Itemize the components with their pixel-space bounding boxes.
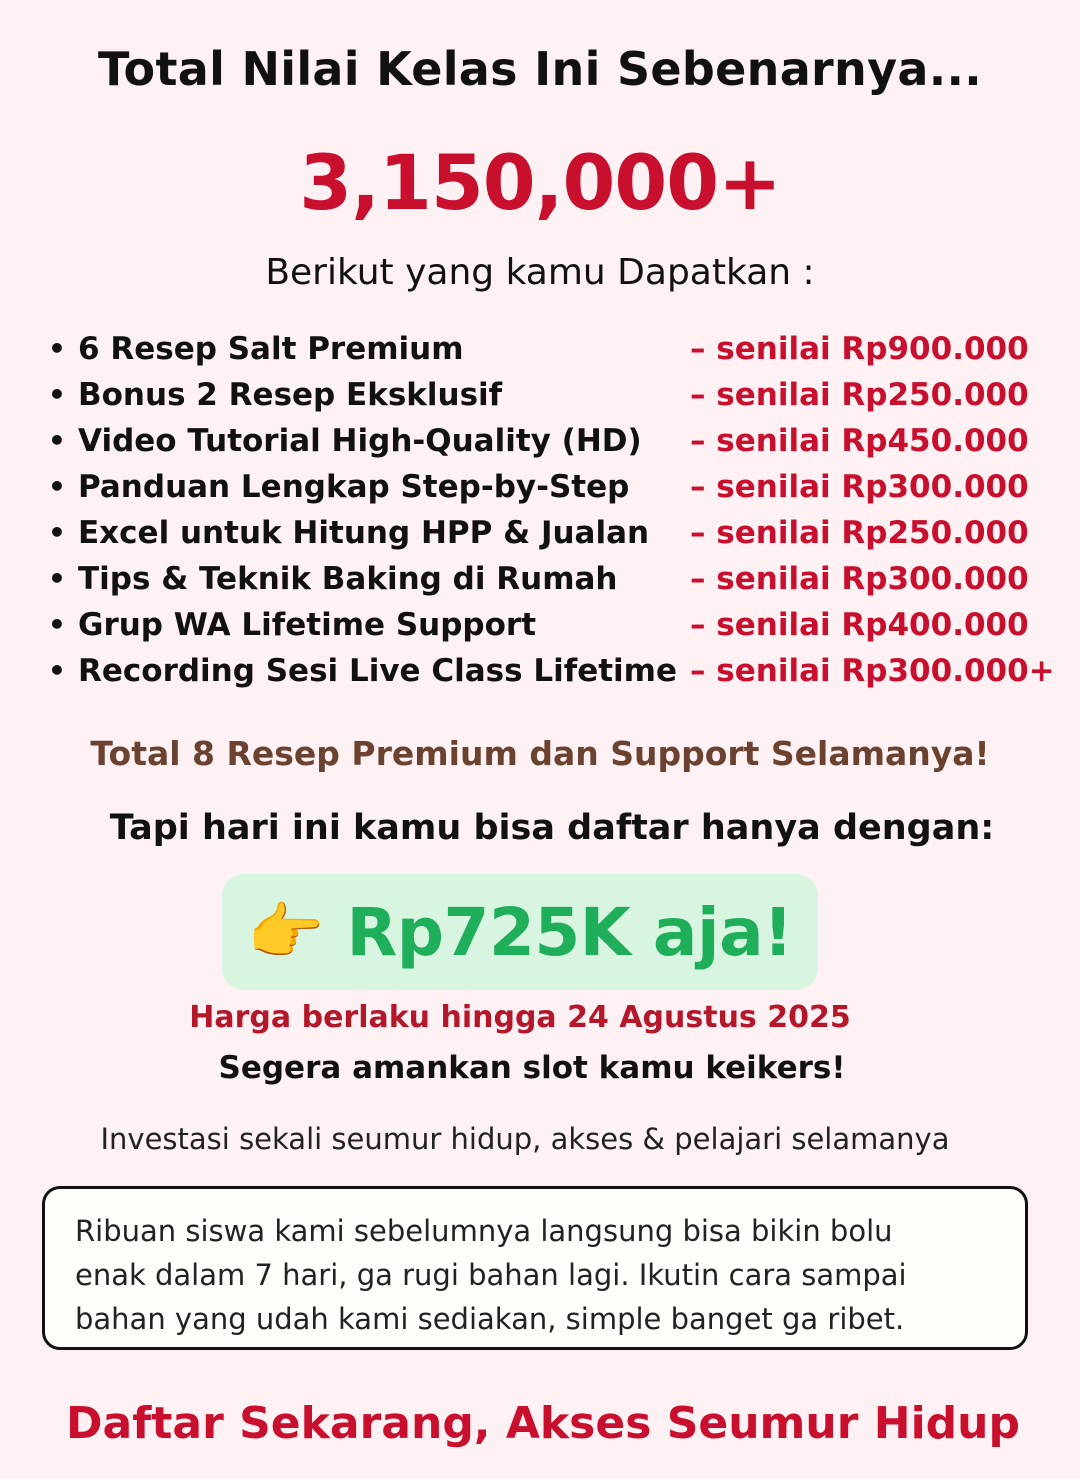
list-item (48, 648, 1068, 694)
testimonial-line: Ribuan siswa kami sebelumnya langsung bisa bikin bolu (75, 1214, 893, 1248)
benefit-name: Tips & Teknik Baking di Rumah (78, 561, 618, 597)
investment-note: Investasi sekali seumur hidup, akses & pelajari selamanya (100, 1122, 950, 1156)
bullet-icon: • (48, 378, 66, 411)
bullet-icon: • (48, 516, 66, 549)
signup-cta[interactable]: Daftar Sekarang, Akses Seumur Hidup (66, 1398, 1020, 1449)
benefits-summary: Total 8 Resep Premium dan Support Selamanya! (90, 734, 990, 773)
benefit-value: – senilai Rp250.000 (690, 377, 1029, 413)
list-item (48, 510, 1068, 556)
benefit-name: Panduan Lengkap Step-by-Step (78, 469, 630, 505)
testimonial-line: enak dalam 7 hari, ga rugi bahan lagi. Ikutin cara sampai (75, 1258, 907, 1292)
testimonial-box (42, 1186, 1028, 1350)
urgency-text: Segera amankan slot kamu keikers! (218, 1050, 846, 1086)
bullet-icon: • (48, 424, 66, 457)
benefit-value: – senilai Rp900.000 (690, 331, 1029, 367)
list-item (48, 556, 1068, 602)
testimonial-line: bahan yang udah kami sediakan, simple banget ga ribet. (75, 1302, 905, 1336)
bullet-icon: • (48, 332, 66, 365)
benefit-value: – senilai Rp300.000 (690, 469, 1029, 505)
benefit-name: Grup WA Lifetime Support (78, 607, 537, 643)
price-deadline: Harga berlaku hingga 24 Agustus 2025 (189, 1000, 851, 1035)
list-item (48, 464, 1068, 510)
page-title: Total Nilai Kelas Ini Sebenarnya... (97, 42, 983, 96)
benefit-value: – senilai Rp250.000 (690, 515, 1029, 551)
price-badge (222, 874, 818, 990)
benefit-value: – senilai Rp300.000+ (690, 653, 1055, 689)
bullet-icon: • (48, 470, 66, 503)
benefits-subheading: Berikut yang kamu Dapatkan : (265, 252, 815, 293)
list-item (48, 418, 1068, 464)
benefit-name: Excel untuk Hitung HPP & Jualan (78, 515, 650, 551)
benefit-value: – senilai Rp450.000 (690, 423, 1029, 459)
benefit-name: Bonus 2 Resep Eksklusif (78, 377, 503, 413)
offer-intro: Tapi hari ini kamu bisa daftar hanya dengan: (109, 808, 995, 848)
list-item (48, 372, 1068, 418)
list-item (48, 326, 1068, 372)
list-item (48, 602, 1068, 648)
offer-price: Rp725K aja! (346, 893, 793, 971)
bullet-icon: • (48, 654, 66, 687)
bullet-icon: • (48, 562, 66, 595)
benefit-value: – senilai Rp300.000 (690, 561, 1029, 597)
benefits-list (48, 326, 1068, 694)
bullet-icon: • (48, 608, 66, 641)
benefit-value: – senilai Rp400.000 (690, 607, 1029, 643)
pointing-hand-icon: 👉 (247, 895, 325, 968)
total-value: 3,150,000+ (299, 138, 781, 227)
benefit-name: 6 Resep Salt Premium (78, 331, 464, 367)
benefit-name: Video Tutorial High-Quality (HD) (78, 423, 642, 459)
benefit-name: Recording Sesi Live Class Lifetime (78, 653, 678, 689)
